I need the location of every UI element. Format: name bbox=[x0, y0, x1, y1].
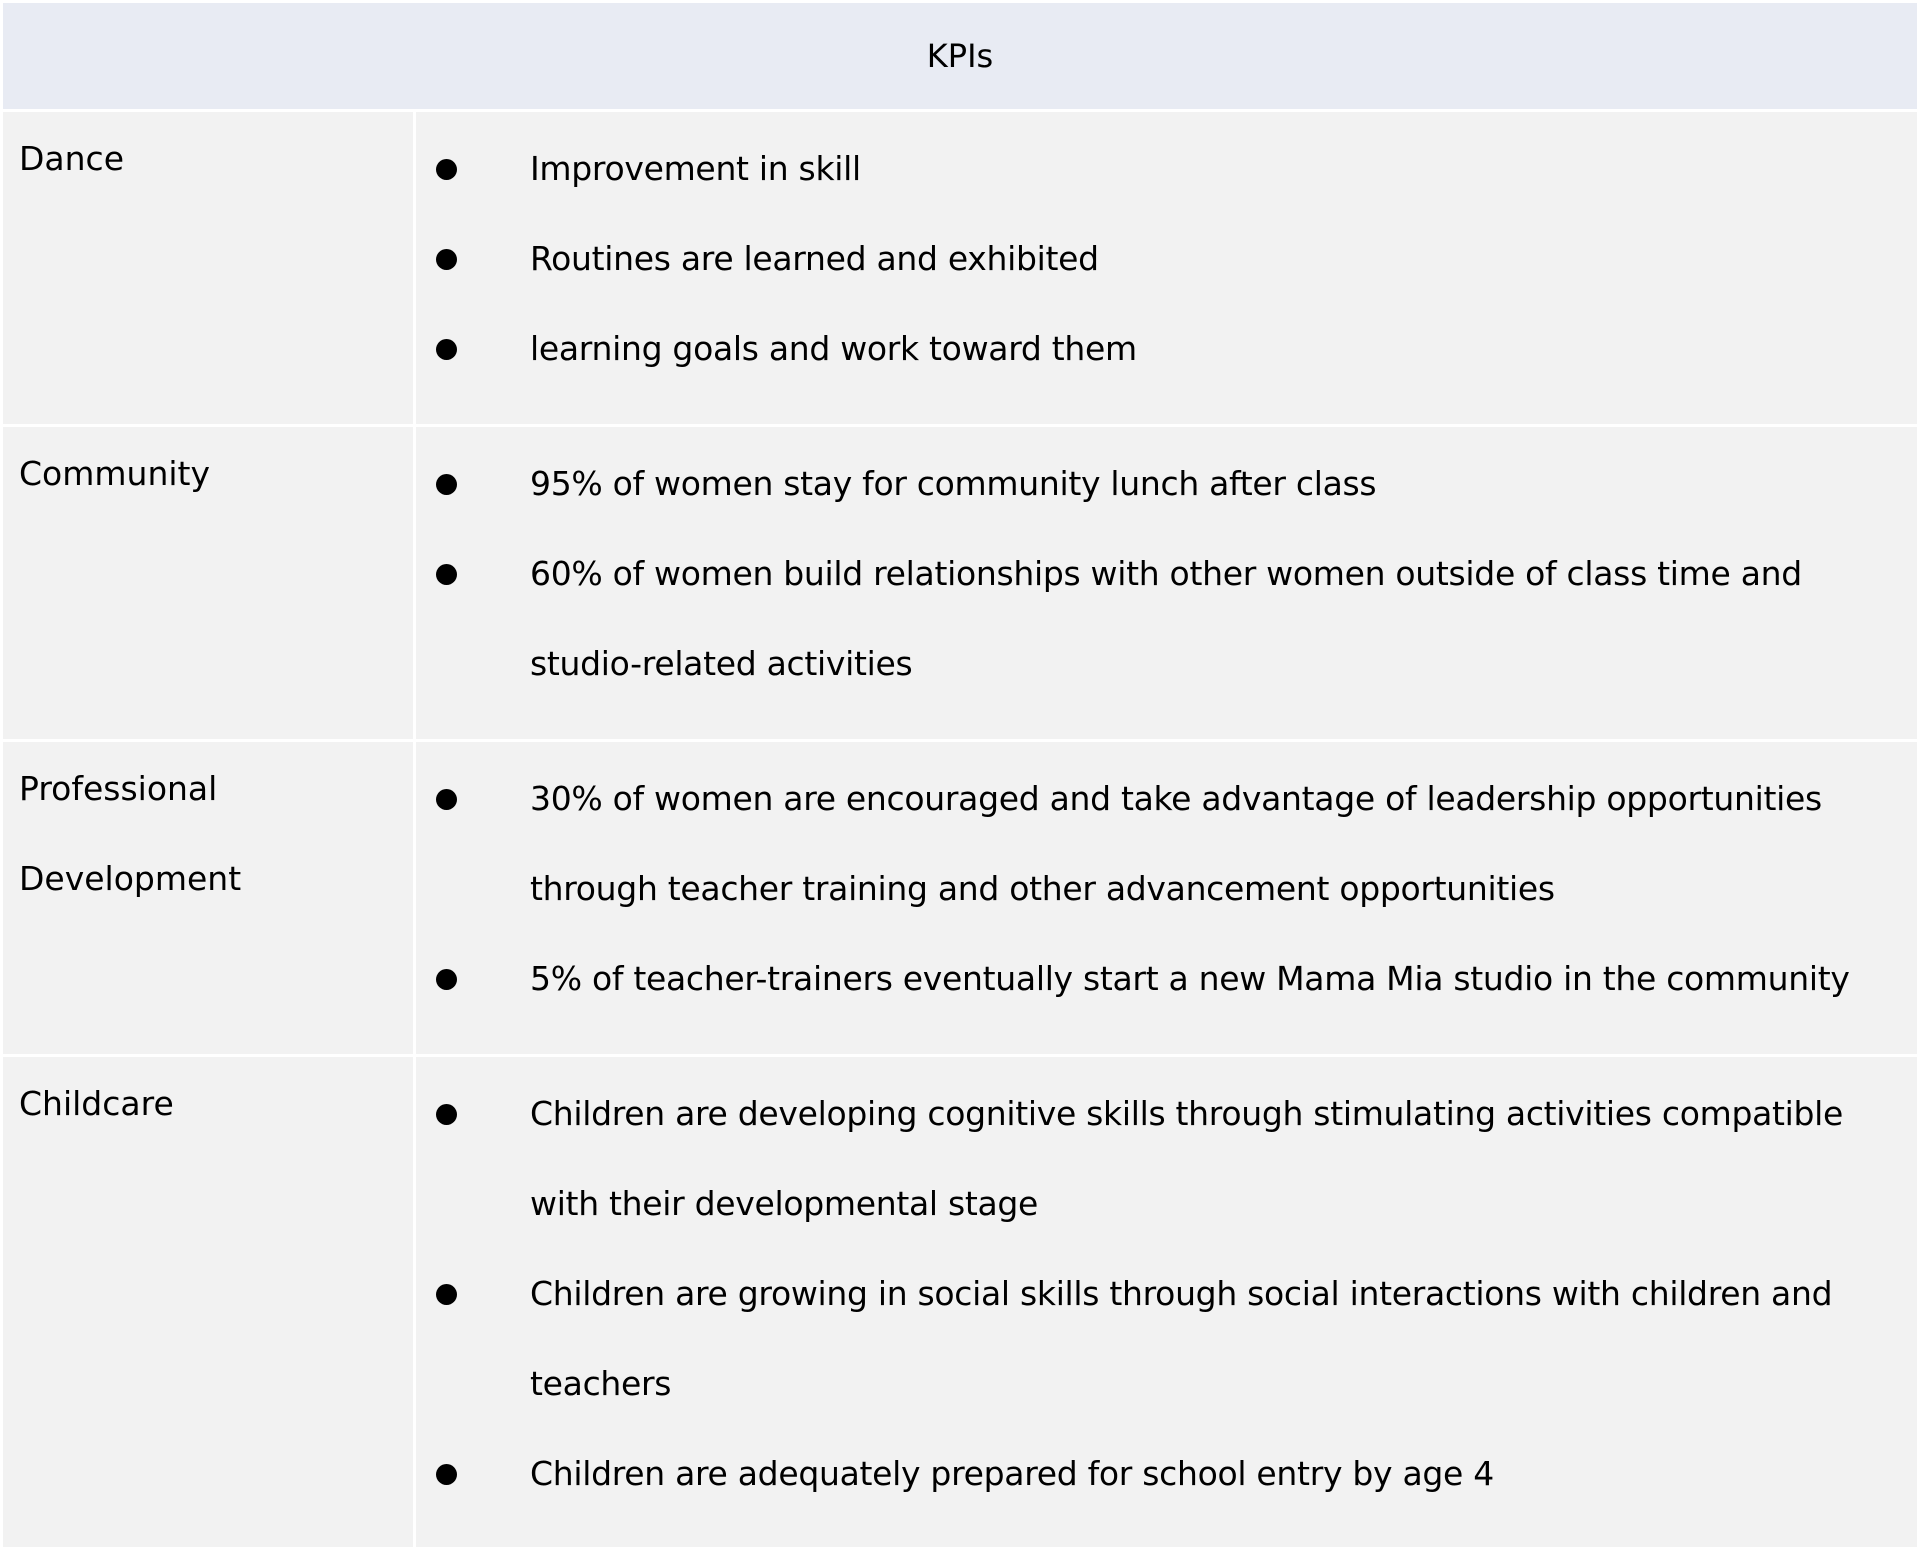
kpi-item bbox=[416, 934, 1917, 1024]
kpi-item bbox=[416, 304, 1917, 394]
bullet-icon bbox=[436, 159, 457, 180]
kpi-item bbox=[416, 1249, 1917, 1429]
bullet-icon bbox=[436, 969, 457, 990]
kpi-text: Routines are learned and exhibited bbox=[530, 239, 1099, 278]
kpi-text: Improvement in skill bbox=[530, 149, 861, 188]
table-header-row bbox=[3, 3, 1917, 109]
kpi-item bbox=[416, 124, 1917, 214]
bullet-icon bbox=[436, 249, 457, 270]
category-cell bbox=[3, 1057, 413, 1547]
kpi-item bbox=[416, 1069, 1917, 1249]
bullet-icon bbox=[436, 1284, 457, 1305]
table-header: KPIs bbox=[3, 3, 1917, 109]
kpi-item bbox=[416, 754, 1917, 934]
category-cell bbox=[3, 427, 413, 739]
kpi-list bbox=[416, 439, 1917, 709]
kpi-item bbox=[416, 529, 1917, 709]
kpi-text: learning goals and work toward them bbox=[530, 329, 1137, 368]
kpi-cell bbox=[416, 742, 1917, 1054]
kpi-text: Children are developing cognitive skills through stimulating activities compatible with their developmental stage bbox=[530, 1094, 1844, 1223]
kpi-list bbox=[416, 1069, 1917, 1519]
table-row bbox=[3, 112, 1917, 424]
kpi-item bbox=[416, 1429, 1917, 1519]
category-cell bbox=[3, 112, 413, 424]
kpi-cell bbox=[416, 427, 1917, 739]
kpi-text: Children are growing in social skills through social interactions with children and teachers bbox=[530, 1274, 1833, 1403]
kpi-text: 5% of teacher-trainers eventually start a new Mama Mia studio in the community bbox=[530, 959, 1850, 998]
bullet-icon bbox=[436, 1104, 457, 1125]
kpi-cell bbox=[416, 1057, 1917, 1547]
kpi-item bbox=[416, 214, 1917, 304]
bullet-icon bbox=[436, 339, 457, 360]
category-cell bbox=[3, 742, 413, 1054]
kpi-text: 60% of women build relationships with other women outside of class time and studio-related activities bbox=[530, 554, 1802, 683]
kpi-cell bbox=[416, 112, 1917, 424]
kpi-text: 95% of women stay for community lunch after class bbox=[530, 464, 1377, 503]
table-row bbox=[3, 1057, 1917, 1547]
category-label: Professional Development bbox=[19, 769, 242, 898]
bullet-icon bbox=[436, 1464, 457, 1485]
bullet-icon bbox=[436, 474, 457, 495]
bullet-icon bbox=[436, 564, 457, 585]
table-row bbox=[3, 742, 1917, 1054]
kpi-text: Children are adequately prepared for school entry by age 4 bbox=[530, 1454, 1494, 1493]
kpi-item bbox=[416, 439, 1917, 529]
category-label: Community bbox=[19, 454, 210, 493]
category-label: Dance bbox=[19, 139, 124, 178]
category-label: Childcare bbox=[19, 1084, 174, 1123]
kpi-list bbox=[416, 754, 1917, 1024]
kpi-text: 30% of women are encouraged and take advantage of leadership opportunities through teacher training and other advancement opportunities bbox=[530, 779, 1822, 908]
kpi-list bbox=[416, 124, 1917, 394]
bullet-icon bbox=[436, 789, 457, 810]
table-row bbox=[3, 427, 1917, 739]
